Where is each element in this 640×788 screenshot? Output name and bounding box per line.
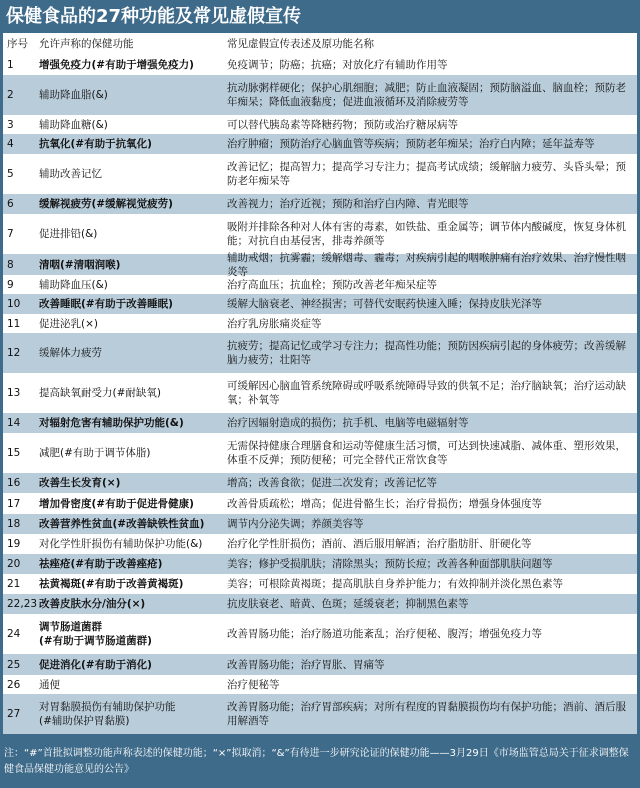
table-row — [3, 251, 637, 278]
row-claims: 辅助戒烟；抗雾霾；缓解烟毒、霾毒；对疾病引起的咽喉肿痛有治疗效果、治疗慢性咽炎等 — [227, 251, 626, 278]
table-row — [3, 534, 637, 554]
row-claims: 改善胃肠功能；治疗肠道功能紊乱；治疗便秘、腹泻；增强免疫力等 — [227, 628, 542, 640]
table-row — [3, 214, 637, 254]
row-function: 增强免疫力(#有助于增强免疫力) — [39, 59, 194, 71]
table-header-row — [3, 33, 637, 55]
row-function: 辅助降血压(&) — [39, 278, 108, 291]
row-claims: 改善记忆；提高智力；提高学习专注力；提高考试成绩；缓解脑力疲劳、头昏头晕；预防老年痴呆等 — [227, 161, 626, 187]
row-number: 8 — [7, 258, 14, 271]
row-claims: 治疗便秘等 — [227, 678, 280, 691]
table-row — [3, 154, 637, 194]
header-no: 序号 — [7, 38, 28, 50]
row-function: 调节肠道菌群 (#有助于调节肠道菌群) — [39, 621, 152, 647]
row-claims: 治疗肿瘤；预防治疗心脑血管等疾病；预防老年痴呆；治疗白内障；延年益寿等 — [227, 138, 595, 150]
row-number: 16 — [7, 477, 21, 489]
row-function: 清咽(#清咽润喉) — [39, 258, 121, 271]
table-body — [3, 55, 637, 734]
row-claims: 改善视力；治疗近视；预防和治疗白内障、青光眼等 — [227, 198, 469, 210]
table-row — [3, 493, 637, 514]
footnote: 注：“#”首批拟调整功能声称表述的保健功能；“×”拟取消；“&”有待进一步研究论证的保健功能——3月29日《市场监管总局关于征求调整保健食品保健功能意见的公告》 — [4, 748, 629, 775]
table-row — [3, 433, 637, 473]
row-number: 25 — [7, 658, 21, 671]
row-function: 改善生长发育(×) — [39, 477, 121, 489]
row-function: 辅助降血糖(&) — [39, 118, 108, 131]
row-claims: 增高；改善食欲；促进二次发育；改善记忆等 — [227, 477, 437, 489]
row-function: 通便 — [39, 678, 60, 691]
row-claims: 抗动脉粥样硬化；保护心肌细胞；减肥；防止血液凝固；预防脑溢血、脑血栓；预防老年痴呆；降低血液黏度；促进血液循环及消除疲劳等 — [227, 82, 626, 108]
row-number: 13 — [7, 387, 21, 399]
row-number: 18 — [7, 518, 21, 530]
table-row — [3, 514, 637, 534]
row-claims: 治疗乳房胀痛炎症等 — [227, 317, 322, 330]
table-row — [3, 554, 637, 574]
row-number: 27 — [7, 708, 21, 720]
table-row — [3, 194, 637, 214]
header-function: 允许声称的保健功能 — [39, 38, 134, 50]
row-number: 4 — [7, 138, 14, 150]
row-claims: 治疗化学性肝损伤；酒前、酒后服用解酒；治疗脂肪肝、肝硬化等 — [227, 538, 532, 550]
row-number: 12 — [7, 347, 21, 359]
row-claims: 调节内分泌失调；养颜美容等 — [227, 518, 364, 530]
table-row — [3, 294, 637, 314]
row-number: 24 — [7, 628, 21, 640]
row-function: 抗氧化(#有助于抗氧化) — [39, 138, 152, 150]
row-claims: 治疗高血压；抗血栓；预防改善老年痴呆症等 — [227, 278, 437, 291]
row-claims: 抗疲劳；提高记忆或学习专注力；提高性功能；预防因疾病引起的身体疲劳；改善缓解脑力疲劳；壮阳等 — [227, 340, 626, 366]
row-number: 7 — [7, 228, 14, 240]
table-row — [3, 473, 637, 493]
row-function: 增加骨密度(#有助于促进骨健康) — [39, 497, 194, 510]
row-number: 19 — [7, 538, 21, 550]
row-claims: 改善胃肠功能；治疗胃胀、胃痛等 — [227, 658, 385, 671]
row-claims: 缓解大脑衰老、神经损害；可替代安眠药快速入睡；保持皮肤光泽等 — [227, 298, 542, 310]
table-row — [3, 314, 637, 333]
table-row — [3, 115, 637, 134]
row-claims: 改善胃肠功能；治疗胃部疾病；对所有程度的胃黏膜损伤均有保护功能；酒前、酒后服用解酒等 — [227, 701, 626, 727]
row-number: 20 — [7, 558, 21, 570]
row-claims: 抗皮肤衰老、暗黄、色斑；延缓衰老；抑制黑色素等 — [227, 598, 469, 610]
row-claims: 可以替代胰岛素等降糖药物；预防或治疗糖尿病等 — [227, 118, 458, 131]
row-function: 改善营养性贫血(#改善缺铁性贫血) — [39, 518, 205, 530]
header-claims: 常见虚假宣传表述及原功能名称 — [227, 38, 374, 50]
row-function: 提高缺氧耐受力(#耐缺氧) — [39, 387, 161, 399]
row-number: 3 — [7, 118, 14, 131]
table-row — [3, 55, 637, 75]
row-function: 辅助改善记忆 — [39, 168, 102, 180]
page-title: 保健食品的27种功能及常见虚假宣传 — [6, 6, 302, 27]
function-table — [3, 33, 637, 734]
table-row — [3, 574, 637, 594]
table-row — [3, 333, 637, 373]
row-function: 对胃黏膜损伤有辅助保护功能 (#辅助保护胃黏膜) — [39, 701, 176, 727]
row-number: 2 — [7, 89, 14, 101]
row-claims: 免疫调节；防癌；抗癌；对放化疗有辅助作用等 — [227, 59, 448, 71]
table-row — [3, 134, 637, 154]
row-number: 21 — [7, 578, 21, 590]
row-function: 减肥(#有助于调节体脂) — [39, 447, 151, 459]
row-claims: 美容；可根除黄褐斑；提高肌肤自身养护能力；有效抑制并淡化黑色素等 — [227, 578, 563, 590]
row-number: 5 — [7, 168, 14, 180]
table-row — [3, 75, 637, 115]
row-number: 15 — [7, 447, 21, 459]
table-row — [3, 614, 637, 654]
row-function: 缓解体力疲劳 — [39, 347, 102, 359]
row-function: 辅助降血脂(&) — [39, 89, 108, 101]
table-row — [3, 694, 637, 734]
row-function: 祛痤疮(#有助于改善痤疮) — [39, 558, 163, 570]
row-claims: 可缓解因心脑血管系统障碍或呼吸系统障碍导致的供氧不足；治疗脑缺氧；治疗运动缺氧；补氧等 — [227, 380, 626, 406]
row-number: 9 — [7, 278, 14, 291]
row-number: 1 — [7, 59, 14, 71]
table-row — [3, 654, 637, 675]
row-claims: 美容；修护受损肌肤；清除黑头；预防长痘；改善各种面部肌肤问题等 — [227, 558, 553, 570]
row-function: 对化学性肝损伤有辅助保护功能(&) — [39, 538, 203, 550]
row-function: 促进消化(#有助于消化) — [39, 658, 152, 671]
row-claims: 改善骨质疏松；增高；促进骨骼生长；治疗骨损伤；增强身体强度等 — [227, 497, 542, 510]
row-claims: 治疗因辐射造成的损伤；抗手机、电脑等电磁辐射等 — [227, 417, 469, 429]
row-function: 改善皮肤水分/油分(×) — [39, 598, 146, 610]
row-function: 促进排铅(&) — [39, 228, 98, 240]
row-function: 祛黄褐斑(#有助于改善黄褐斑) — [39, 578, 184, 590]
row-number: 14 — [7, 417, 21, 429]
table-row — [3, 275, 637, 294]
table-row — [3, 413, 637, 433]
row-number: 6 — [7, 198, 14, 210]
row-function: 缓解视疲劳(#缓解视觉疲劳) — [39, 198, 173, 210]
row-function: 对辐射危害有辅助保护功能(&) — [39, 417, 184, 429]
row-number: 22,23 — [7, 598, 38, 610]
row-number: 26 — [7, 678, 21, 691]
row-number: 10 — [7, 298, 21, 310]
table-row — [3, 373, 637, 413]
row-number: 11 — [7, 317, 21, 330]
row-function: 改善睡眠(#有助于改善睡眠) — [39, 298, 173, 310]
table-row — [3, 594, 637, 614]
row-claims: 吸附并排除各种对人体有害的毒素，如铁盐、重金属等；调节体内酸碱度，恢复身体机能；对抗自由基侵害，排毒养颜等 — [227, 221, 626, 247]
table-row — [3, 675, 637, 694]
row-number: 17 — [7, 497, 21, 510]
row-function: 促进泌乳(×) — [39, 317, 98, 330]
row-claims: 无需保持健康合理膳食和运动等健康生活习惯，可达到快速减脂、减体重、塑形效果，体重不反弹；预防便秘；可完全替代正常饮食等 — [227, 440, 626, 466]
